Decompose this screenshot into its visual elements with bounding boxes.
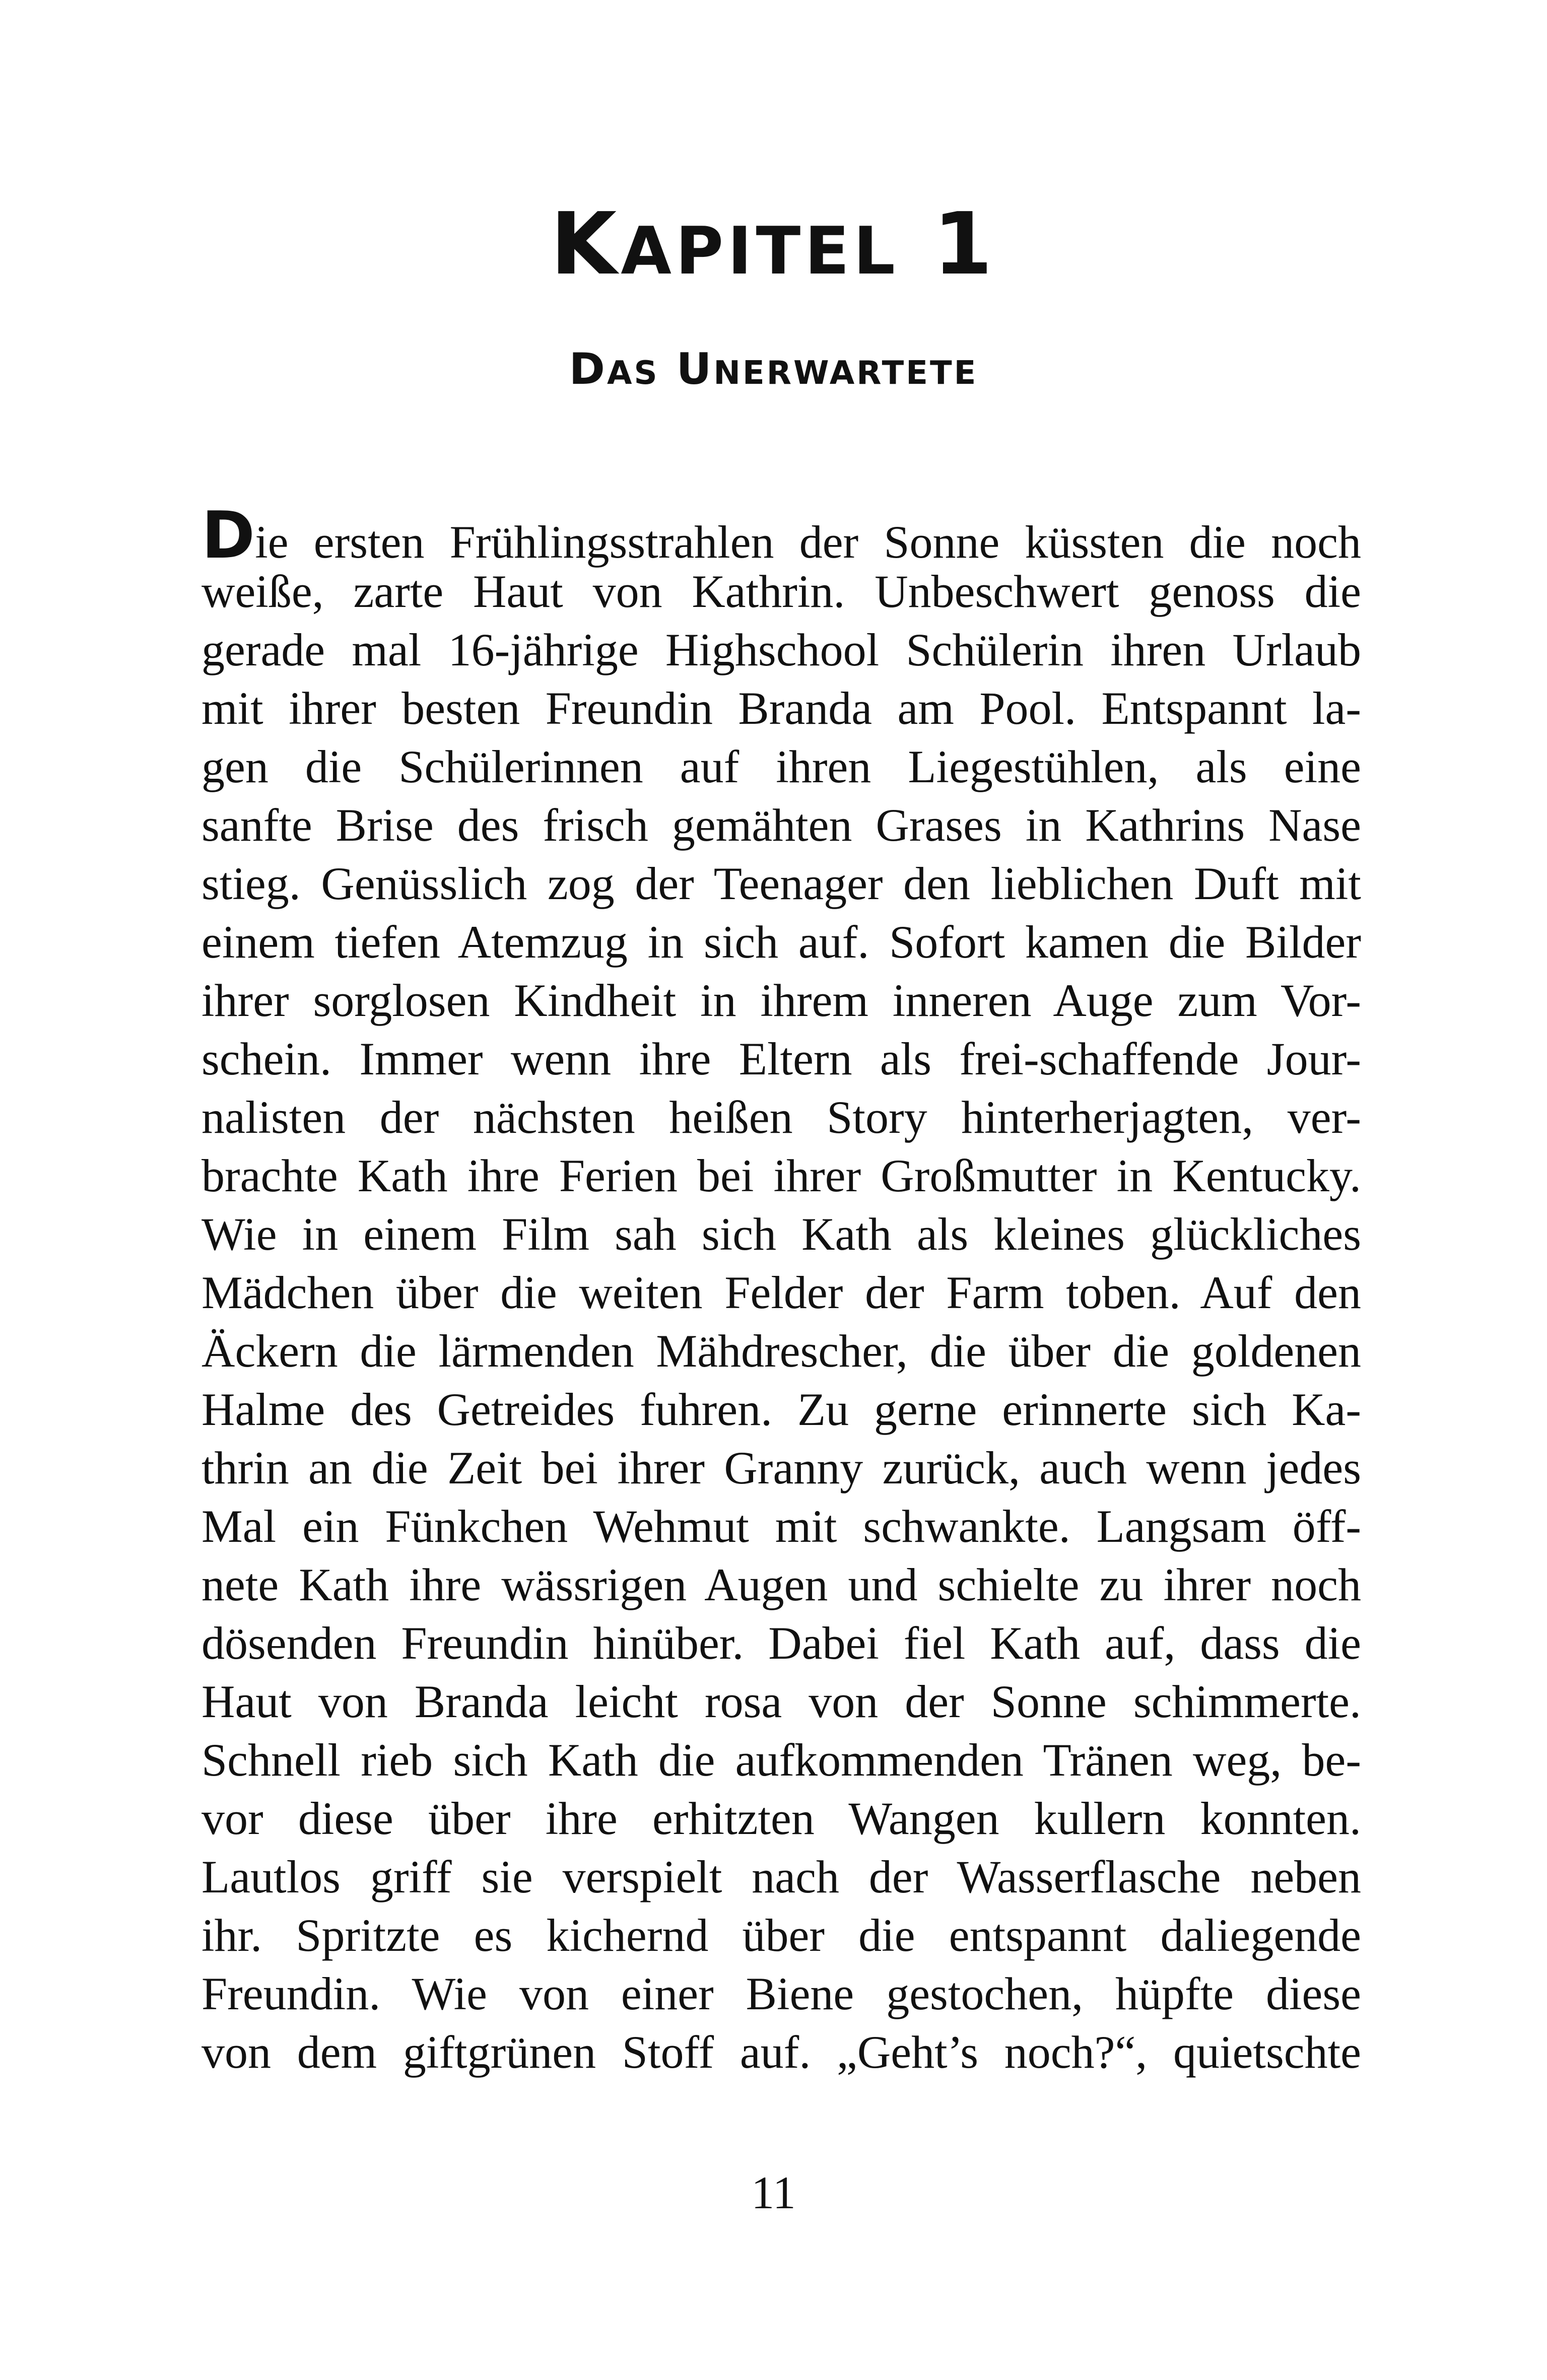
text-line: einem tiefen Atemzug in sich auf. Sofort kamen die Bilder [201, 916, 1361, 968]
text-line: Mal ein Fünkchen Wehmut mit schwankte. Langsam öff- [201, 1501, 1361, 1552]
subtitle-word1-initial: D [569, 344, 607, 394]
text-line: mit ihrer besten Freundin Branda am Pool. Entspannt la- [201, 683, 1361, 734]
text-line: weiße, zarte Haut von Kathrin. Unbeschwert genoss die [201, 566, 1361, 617]
text-line: ihrer sorglosen Kindheit in ihrem inneren Auge zum Vor- [201, 975, 1361, 1026]
chapter-title [0, 194, 1547, 294]
text-line: Schnell rieb sich Kath die aufkommenden Tränen weg, be- [201, 1734, 1361, 1786]
chapter-subtitle [0, 344, 1547, 394]
text-line: Haut von Branda leicht rosa von der Sonne schimmerte. [201, 1676, 1361, 1727]
text-line: Wie in einem Film sah sich Kath als kleines glückliches [201, 1208, 1361, 1260]
text-line: schein. Immer wenn ihre Eltern als frei-schaffende Jour- [201, 1033, 1361, 1084]
text-line: Halme des Getreides fuhren. Zu gerne erinnerte sich Ka- [201, 1384, 1361, 1435]
text-line: Mädchen über die weiten Felder der Farm toben. Auf den [201, 1267, 1361, 1318]
text-line: sanfte Brise des frisch gemähten Grases in Kathrins Nase [201, 799, 1361, 851]
chapter-title-rest: APITEL [621, 213, 899, 289]
chapter-number: 1 [933, 194, 997, 294]
page-number: 11 [751, 2167, 796, 2218]
text-line: dösenden Freundin hinüber. Dabei fiel Kath auf, dass die [201, 1617, 1361, 1669]
text-line: gen die Schülerinnen auf ihren Liegestühlen, als eine [201, 741, 1361, 792]
text-line: Freundin. Wie von einer Biene gestochen, hüpfte diese [201, 1968, 1361, 2019]
text-line: Die ersten Frühlingsstrahlen der Sonne küssten die noch [201, 498, 1361, 573]
text-line: gerade mal 16-jährige Highschool Schülerin ihren Urlaub [201, 624, 1361, 675]
drop-cap: D [201, 498, 255, 573]
text-line: nalisten der nächsten heißen Story hinterherjagten, ver- [201, 1092, 1361, 1143]
text-line: Äckern die lärmenden Mähdrescher, die über die goldenen [201, 1325, 1361, 1377]
text-line: thrin an die Zeit bei ihrer Granny zurück, auch wenn jedes [201, 1442, 1361, 1493]
body-paragraph [201, 498, 1361, 2081]
text-line: Lautlos griff sie verspielt nach der Wasserflasche neben [201, 1851, 1361, 1902]
text-line: nete Kath ihre wässrigen Augen und schielte zu ihrer noch [201, 1559, 1361, 1610]
text-line: von dem giftgrünen Stoff auf. „Geht’s noch?“, quietschte [201, 2026, 1361, 2078]
text-line: ihr. Spritzte es kichernd über die entspannt daliegende [201, 1910, 1361, 1961]
text-line: vor diese über ihre erhitzten Wangen kullern konnten. [201, 1793, 1361, 1844]
subtitle-word1-rest: AS [607, 355, 659, 392]
subtitle-word2-rest: NERWARTETE [713, 355, 978, 392]
subtitle-word2-initial: U [676, 344, 714, 394]
text-line: stieg. Genüsslich zog der Teenager den lieblichen Duft mit [201, 858, 1361, 909]
chapter-title-initial: K [550, 194, 621, 294]
text-line: brachte Kath ihre Ferien bei ihrer Großmutter in Kentucky. [201, 1150, 1361, 1201]
